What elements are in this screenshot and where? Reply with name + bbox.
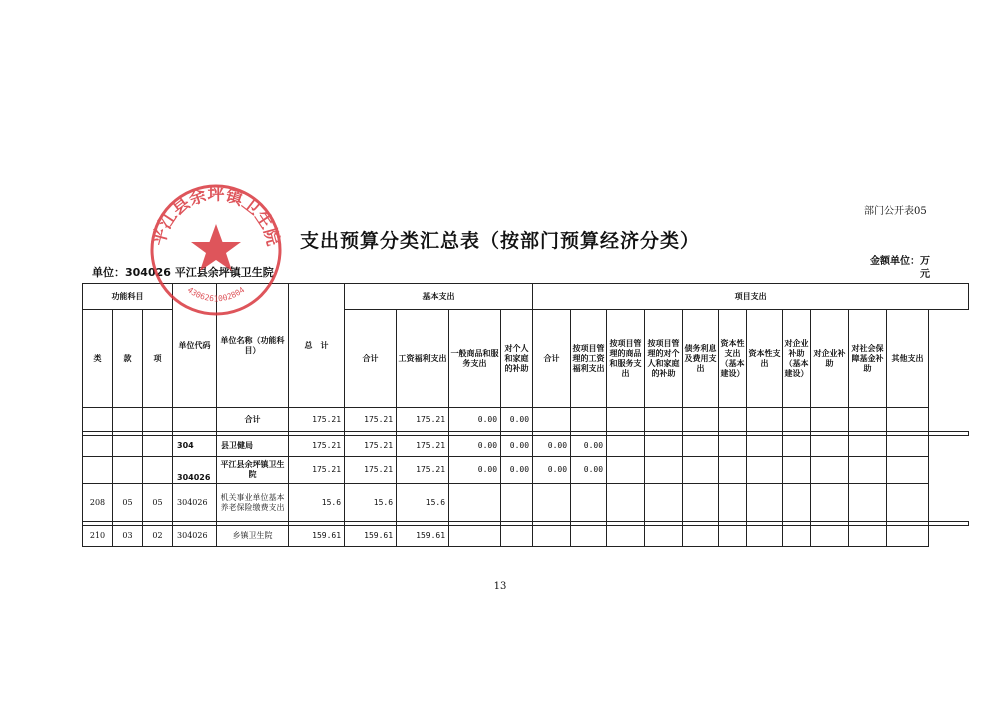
project-col-header: 其他支出 — [887, 310, 929, 408]
table-row — [83, 526, 969, 547]
cell-lei: 210 — [83, 526, 113, 547]
cell-project-wage: 0.00 — [571, 457, 607, 484]
cell-basic-wage: 175.21 — [397, 457, 449, 484]
cell-xiang — [143, 408, 173, 432]
cell-basic-personal — [501, 526, 533, 547]
project-expenditure-header: 项目支出 — [533, 284, 969, 310]
cell-basic-wage: 15.6 — [397, 484, 449, 522]
form-number: 部门公开表05 — [864, 206, 927, 217]
budget-table — [82, 283, 969, 547]
page-title: 支出预算分类汇总表（按部门预算经济分类） — [299, 230, 700, 252]
unit-code-header: 单位代码 — [173, 284, 217, 408]
project-col-header: 按项目管理的工资福利支出 — [571, 310, 607, 408]
cell-basic-total: 175.21 — [345, 408, 397, 432]
project-col-header: 对企业补助（基本建设） — [783, 310, 811, 408]
cell-basic-goods — [449, 484, 501, 522]
cell-total: 175.21 — [289, 457, 345, 484]
project-col-header: 资本性支出 — [747, 310, 783, 408]
project-col-header: 合计 — [533, 310, 571, 408]
cell-total: 175.21 — [289, 436, 345, 457]
seal-code-text: 4306261002804 — [185, 285, 247, 304]
cell-project-total: 0.00 — [533, 436, 571, 457]
cell-kuan — [113, 457, 143, 484]
cell-basic-personal: 0.00 — [501, 408, 533, 432]
basic-col-header: 工资福利支出 — [397, 310, 449, 408]
cell-code — [173, 408, 217, 432]
cell-xiang: 02 — [143, 526, 173, 547]
project-col-header: 债务利息及费用支出 — [683, 310, 719, 408]
table-row — [83, 408, 969, 432]
cell-kuan: 05 — [113, 484, 143, 522]
cell-project-total — [533, 484, 571, 522]
cell-xiang: 05 — [143, 484, 173, 522]
cell-name: 县卫健局 — [217, 436, 289, 457]
unit-line: 单位：304026 平江县余坪镇卫生院 — [92, 266, 274, 279]
cell-name: 机关事业单位基本养老保险缴费支出 — [217, 484, 289, 522]
cell-basic-goods: 0.00 — [449, 436, 501, 457]
amount-unit-suffix: 元 — [920, 269, 930, 280]
cell-basic-wage: 175.21 — [397, 408, 449, 432]
kuan-header: 款 — [113, 310, 143, 408]
cell-basic-personal — [501, 484, 533, 522]
cell-code: 304026 — [173, 457, 217, 484]
cell-basic-total: 175.21 — [345, 436, 397, 457]
cell-project-total — [533, 408, 571, 432]
official-seal — [146, 180, 286, 320]
cell-total: 175.21 — [289, 408, 345, 432]
cell-lei — [83, 408, 113, 432]
cell-project-total: 0.00 — [533, 457, 571, 484]
cell-basic-personal: 0.00 — [501, 436, 533, 457]
cell-project-total — [533, 526, 571, 547]
cell-project-wage — [571, 484, 607, 522]
project-col-header: 资本性支出（基本建设） — [719, 310, 747, 408]
basic-expenditure-header: 基本支出 — [345, 284, 533, 310]
table-row — [83, 457, 969, 484]
cell-total: 159.61 — [289, 526, 345, 547]
cell-lei: 208 — [83, 484, 113, 522]
cell-total: 15.6 — [289, 484, 345, 522]
page-number: 13 — [493, 581, 507, 592]
cell-code: 304 — [173, 436, 217, 457]
cell-project-wage — [571, 408, 607, 432]
project-col-header: 对企业补助 — [811, 310, 849, 408]
cell-project-wage — [571, 526, 607, 547]
function-subject-header: 功能科目 — [83, 284, 173, 310]
cell-basic-goods: 0.00 — [449, 457, 501, 484]
cell-basic-goods: 0.00 — [449, 408, 501, 432]
cell-basic-total: 175.21 — [345, 457, 397, 484]
cell-basic-total: 15.6 — [345, 484, 397, 522]
xiang-header: 项 — [143, 310, 173, 408]
table-row — [83, 436, 969, 457]
cell-basic-wage: 159.61 — [397, 526, 449, 547]
cell-lei — [83, 457, 113, 484]
project-col-header: 按项目管理的对个人和家庭的补助 — [645, 310, 683, 408]
cell-code: 304026 — [173, 484, 217, 522]
cell-kuan: 03 — [113, 526, 143, 547]
seal-ring-text: 平江县余坪镇卫生院 — [149, 184, 283, 248]
cell-name: 乡镇卫生院 — [217, 526, 289, 547]
basic-col-header: 一般商品和服务支出 — [449, 310, 501, 408]
total-header: 总 计 — [289, 284, 345, 408]
cell-basic-wage: 175.21 — [397, 436, 449, 457]
cell-code: 304026 — [173, 526, 217, 547]
project-col-header: 对社会保障基金补助 — [849, 310, 887, 408]
cell-lei — [83, 436, 113, 457]
cell-name: 合计 — [217, 408, 289, 432]
basic-col-header: 合计 — [345, 310, 397, 408]
cell-basic-goods — [449, 526, 501, 547]
amount-unit — [866, 255, 930, 281]
table-row — [83, 484, 969, 522]
cell-kuan — [113, 436, 143, 457]
basic-col-header: 对个人和家庭的补助 — [501, 310, 533, 408]
amount-unit-label: 金额单位：万 — [870, 256, 930, 267]
unit-name-header: 单位名称（功能科目） — [217, 284, 289, 408]
cell-xiang — [143, 436, 173, 457]
cell-project-wage: 0.00 — [571, 436, 607, 457]
project-col-header: 按项目管理的商品和服务支出 — [607, 310, 645, 408]
lei-header: 类 — [83, 310, 113, 408]
cell-name: 平江县余坪镇卫生院 — [217, 457, 289, 484]
seal-star-icon — [191, 224, 241, 271]
cell-basic-personal: 0.00 — [501, 457, 533, 484]
cell-basic-total: 159.61 — [345, 526, 397, 547]
cell-kuan — [113, 408, 143, 432]
cell-xiang — [143, 457, 173, 484]
